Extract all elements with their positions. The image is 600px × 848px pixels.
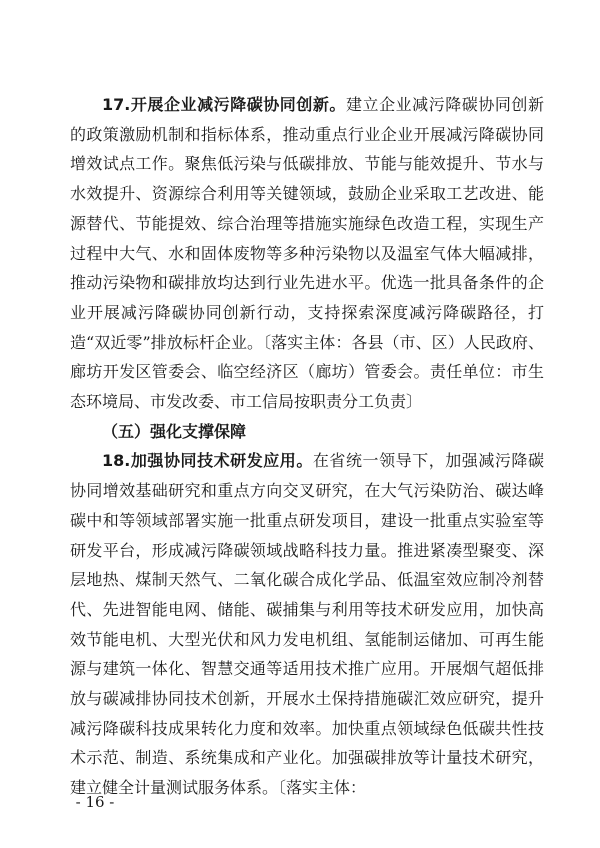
- section-heading-5: （五）强化支撑保障: [102, 421, 247, 441]
- page-number: - 16 -: [75, 793, 115, 811]
- document-body: [70, 90, 544, 803]
- item-18-body: 在省统一领导下，加强减污降碳协同增效基础研究和重点方向交叉研究，在大气污染防治、碳达峰碳中和等领域部署实施一批重点研发项目，建设一批重点实验室等研发平台，形成减污降碳领域战略科技力量。推进紧凑型聚变、深层地热、煤制天然气、二氧化碳合成化学品、低温室效应制冷剂替代、先进智能电网、储能、碳捕集与利用等技术研发应用，加快高效节能电机、大型光伏和风力发电机组、氢能制运储加、可再生能源与建筑一体化、智慧交通等适用技术推广应用。开展烟气超低排放与碳减排协同技术创新，开展水土保持措施碳汇效应研究，提升减污降碳科技成果转化力度和效率。加快重点领域绿色低碳共性技术示范、制造、系统集成和产业化。加强碳排放等计量技术研究，建立健全计量测试服务体系。〔落实主体：: [70, 451, 544, 798]
- item-17-title: 17.开展企业减污降碳协同创新。: [102, 95, 346, 114]
- paragraph-item-18: [70, 446, 544, 802]
- paragraph-item-17: [70, 90, 544, 417]
- item-17-body: 建立企业减污降碳协同创新的政策激励机制和指标体系，推动重点行业企业开展减污降碳协同增效试点工作。聚焦低污染与低碳排放、节能与能效提升、节水与水效提升、资源综合利用等关键领域，鼓励企业采取工艺改进、能源替代、节能提效、综合治理等措施实施绿色改造工程，实现生产过程中大气、水和固体废物等多种污染物以及温室气体大幅减排，推动污染物和碳排放均达到行业先进水平。优选一批具备条件的企业开展减污降碳协同创新行动，支持探索深度减污降碳路径，打造“双近零”排放标杆企业。〔落实主体：各县（市、区）人民政府、廊坊开发区管委会、临空经济区（廊坊）管委会。责任单位：市生态环境局、市发改委、市工信局按职责分工负责〕: [70, 95, 544, 412]
- item-18-title: 18.加强协同技术研发应用。: [102, 451, 313, 471]
